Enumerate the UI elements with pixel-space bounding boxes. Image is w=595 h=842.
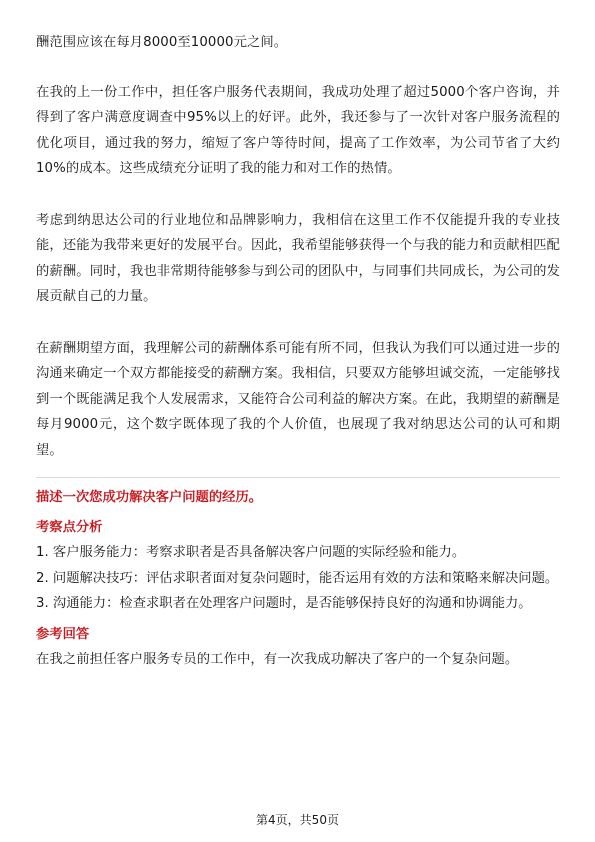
analysis-item: 1. 客户服务能力：考察求职者是否具备解决客户问题的实际经验和能力。 <box>36 545 466 560</box>
paragraph-salary-expectation: 在薪酬期望方面，我理解公司的薪酬体系可能有所不同，但我认为我们可以通过进一步的沟通来确定一个双方都能接受的薪酬方案。我相信，只要双方能够坦诚交流，一定能够找到一个既能满足我个人发展需求，又能符合公司利益的解决方案。在此，我期望的薪酬是每月9000元，这个数字既体现了我的个人价值，也展现了我对纳思达公司的认可和期望。 <box>36 340 560 458</box>
page-number: 第4页，共50页 <box>256 813 339 827</box>
answer-heading: 参考回答 <box>36 626 90 642</box>
analysis-heading: 考察点分析 <box>36 520 103 535</box>
interview-question: 描述一次您成功解决客户问题的经历。 <box>36 490 263 505</box>
analysis-item: 2. 问题解决技巧：评估求职者面对复杂问题时，能否运用有效的方法和策略来解决问题。 <box>36 570 559 586</box>
answer-text: 在我之前担任客户服务专员的工作中，有一次我成功解决了客户的一个复杂问题。 <box>36 651 519 667</box>
paragraph-company-considerations: 考虑到纳思达公司的行业地位和品牌影响力，我相信在这里工作不仅能提升我的专业技能，还能为我带来更好的发展平台。因此，我希望能够获得一个与我的能力和贡献相匹配的薪酬。同时，我也非常期待能够参与到公司的团队中，与同事们共同成长，为公司的发展贡献自己的力量。 <box>36 212 560 304</box>
section-divider <box>36 477 560 478</box>
paragraph-salary-range: 酬范围应该在每月8000至10000元之间。 <box>36 35 288 50</box>
analysis-list <box>36 540 560 617</box>
paragraph-previous-work: 在我的上一份工作中，担任客户服务代表期间，我成功处理了超过5000个客户咨询，并得到了客户满意度调查中95%以上的好评。此外，我还参与了一次针对客户服务流程的优化项目，通过我的努力，缩短了客户等待时间，提高了工作效率，为公司节省了大约10%的成本。这些成绩充分证明了我的能力和对工作的热情。 <box>36 84 560 176</box>
document-page <box>36 30 560 672</box>
analysis-item: 3. 沟通能力：检查求职者在处理客户问题时，是否能够保持良好的沟通和协调能力。 <box>36 596 532 611</box>
